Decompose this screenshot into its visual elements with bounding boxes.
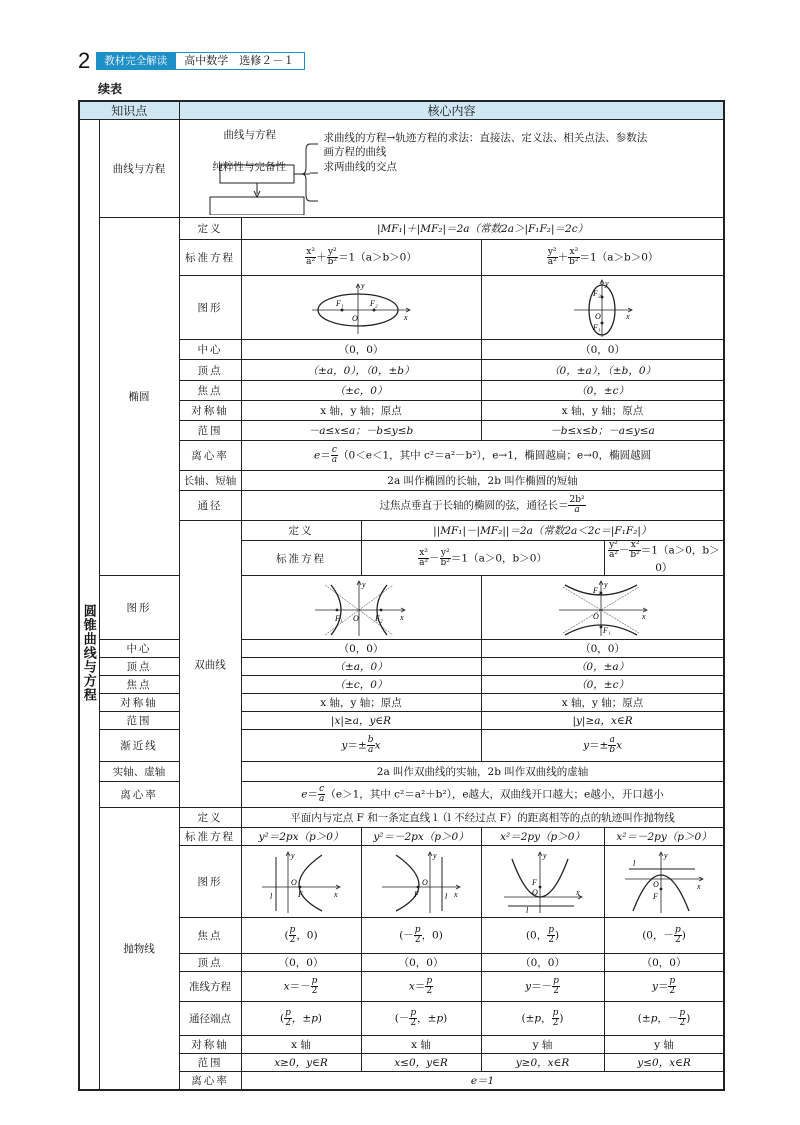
subject-title: 高中数学 选修２－１ xyxy=(175,52,305,70)
parabola-latus-3: (±p， $\frac{p}{2}$ ) xyxy=(481,1002,604,1036)
svg-text:F₂: F₂ xyxy=(370,298,378,308)
parabola-axis-2: x 轴 xyxy=(361,1036,481,1054)
hyperbola-focus-a: （±c，0） xyxy=(241,676,481,694)
row-label: 顶点 xyxy=(179,954,241,972)
ellipse-vertex-a: （±a，0），（0，±b） xyxy=(241,360,481,381)
parabola-vertex-1: （0，0） xyxy=(241,954,361,972)
row-label: 中心 xyxy=(179,340,241,360)
ellipse-center-b: （0，0） xyxy=(481,340,724,360)
page-number: 2 xyxy=(78,48,91,73)
page-header xyxy=(78,48,305,73)
row-label: 焦点 xyxy=(179,381,241,401)
row-label: 对称轴 xyxy=(179,401,241,421)
row-label: 准线方程 xyxy=(179,972,241,1002)
svg-text:O: O xyxy=(594,311,601,321)
parabola-axis-1: x 轴 xyxy=(241,1036,361,1054)
hyperbola-eccentricity: e＝ $\frac{c}{a}$ （e＞1，其中 c²＝a²＋b²），e越大，双曲线开口越大；e越小，开口越小 xyxy=(241,782,724,808)
svg-text:F₁: F₁ xyxy=(592,322,601,332)
svg-text:F₂: F₂ xyxy=(592,585,601,595)
row-label: 标准方程 xyxy=(179,828,241,846)
parabola-vertex-4: （0，0） xyxy=(604,954,724,972)
parabola-latus-4: (±p，－ $\frac{p}{2}$ ) xyxy=(604,1002,724,1036)
svg-text:O: O xyxy=(653,879,659,889)
parabola-left-graph xyxy=(378,849,464,915)
parabola-range-3: y≥0，x∈R xyxy=(481,1054,604,1072)
svg-text:F₁: F₁ xyxy=(336,298,344,308)
parabola-latus-2: (－ $\frac{p}{2}$ ，±p) xyxy=(361,1002,481,1036)
ellipse-vertical-graph xyxy=(568,278,638,338)
parabola-focus-2: (－ $\frac{p}{2}$ ，0) xyxy=(361,918,481,954)
svg-text:O: O xyxy=(592,611,599,621)
parabola-vertex-2: （0，0） xyxy=(361,954,481,972)
svg-text:F₂: F₂ xyxy=(592,288,601,298)
row-label: 图形 xyxy=(99,576,179,640)
parabola-axis-4: y 轴 xyxy=(604,1036,724,1054)
hyperbola-center-b: （0，0） xyxy=(481,640,724,658)
svg-text:x: x xyxy=(641,611,646,621)
parabola-eccentricity: e＝1 xyxy=(241,1072,724,1090)
row-label: 标准方程 xyxy=(179,240,241,276)
row-label: 焦点 xyxy=(99,676,179,694)
svg-text:x: x xyxy=(454,889,458,899)
row-label: 通径端点 xyxy=(179,1002,241,1036)
svg-text:y: y xyxy=(433,850,437,860)
hyperbola-definition: ||MF₁|－|MF₂||＝2a（常数2a＜2c＝|F₁F₂|） xyxy=(361,521,724,541)
parabola-focus-4: (0，－ $\frac{p}{2}$ ) xyxy=(604,918,724,954)
ellipse-definition: |MF₁|＋|MF₂|＝2a（常数2a＞|F₁F₂|＝2c） xyxy=(241,218,724,240)
parabola-figure-down xyxy=(604,846,724,918)
parabola-directrix-2: x＝ $\frac{p}{2}$ xyxy=(361,972,481,1002)
ellipse-std-a: $\frac{\text{x²}}{\text{a²}}$ ＋ $\frac{\text{y²}}{\text{b²}}$ ＝1（a＞b＞0） xyxy=(241,240,481,276)
header-knowledge: 知识点 xyxy=(79,101,179,120)
parabola-latus-1: ( $\frac{p}{2}$ ，±p) xyxy=(241,1002,361,1036)
parabola-focus-1: ( $\frac{p}{2}$ ，0) xyxy=(241,918,361,954)
row-label: 范围 xyxy=(99,712,179,730)
svg-text:x: x xyxy=(697,881,701,891)
ellipse-figure-horizontal xyxy=(241,276,481,340)
parabola-range-2: x≤0，y∈R xyxy=(361,1054,481,1072)
hyperbola-axes: 2a 叫作双曲线的实轴，2b 叫作双曲线的虚轴 xyxy=(241,762,724,782)
box-curve-equation: 曲线与方程 xyxy=(223,128,277,141)
row-label: 长轴、短轴 xyxy=(179,471,241,491)
parabola-std-3: x²＝2py（p＞0） xyxy=(481,828,604,846)
ellipse-eccentricity: e＝ $\frac{c}{a}$ （0＜e＜1，其中 c²＝a²－b²），e→1，椭圆越扁；e→0，椭圆越圆 xyxy=(241,441,724,471)
row-label: 通径 xyxy=(179,491,241,521)
hyperbola-asymptote-a: y＝± $\frac{b}{a}$ x xyxy=(241,730,481,762)
svg-text:F: F xyxy=(531,877,537,887)
parabola-figure-left xyxy=(361,846,481,918)
hyperbola-axis-a: x 轴，y 轴；原点 xyxy=(241,694,481,712)
row-label: 实轴、虚轴 xyxy=(99,762,179,782)
ellipse-axis-b: x 轴，y 轴；原点 xyxy=(481,401,724,421)
svg-text:l: l xyxy=(525,905,528,915)
ellipse-center-a: （0，0） xyxy=(241,340,481,360)
hyperbola-focus-b: （0，±c） xyxy=(481,676,724,694)
row-label: 渐近线 xyxy=(99,730,179,762)
hyperbola-std-a: $\frac{\text{x²}}{\text{a²}}$ － $\frac{\text{y²}}{\text{b²}}$ ＝1（a＞0，b＞0） xyxy=(361,541,604,576)
svg-text:F: F xyxy=(298,889,303,899)
hyperbola-range-a: |x|≥a，y∈R xyxy=(241,712,481,730)
hyperbola-axis-b: x 轴，y 轴；原点 xyxy=(481,694,724,712)
row-label: 定义 xyxy=(179,218,241,240)
ellipse-latus: 过焦点垂直于长轴的椭圆的弦，通径长＝ $\frac{\text{2b²}}{a}$ xyxy=(241,491,724,521)
parabola-focus-3: (0， $\frac{p}{2}$ ) xyxy=(481,918,604,954)
svg-text:x: x xyxy=(575,887,580,897)
row-label: 顶点 xyxy=(99,658,179,676)
parabola-std-4: x²＝－2py（p＞0） xyxy=(604,828,724,846)
header-content: 核心内容 xyxy=(179,101,724,120)
svg-text:O: O xyxy=(422,877,428,887)
topic-ellipse: 椭圆 xyxy=(99,218,179,576)
hyperbola-range-b: |y|≥a，x∈R xyxy=(481,712,724,730)
table-header-row xyxy=(79,101,724,120)
parabola-right-graph xyxy=(258,849,344,915)
row-label: 定义 xyxy=(179,808,241,828)
topic-curve-equation: 曲线与方程 xyxy=(99,120,179,218)
parabola-vertex-3: （0，0） xyxy=(481,954,604,972)
svg-text:O: O xyxy=(352,313,358,323)
svg-text:y: y xyxy=(604,278,609,288)
parabola-down-graph xyxy=(621,849,707,915)
svg-text:l: l xyxy=(633,858,636,868)
row-label: 中心 xyxy=(99,640,179,658)
svg-text:x: x xyxy=(625,311,630,321)
ellipse-focus-b: （0，±c） xyxy=(481,381,724,401)
hyperbola-std-b: $\frac{\text{y²}}{\text{a²}}$ － $\frac{\text{x²}}{\text{b²}}$ ＝1（a＞0，b＞0） xyxy=(604,541,724,576)
ellipse-axes: 2a 叫作椭圆的长轴，2b 叫作椭圆的短轴 xyxy=(241,471,724,491)
row-label: 离心率 xyxy=(99,782,179,808)
parabola-directrix-1: x＝－ $\frac{p}{2}$ xyxy=(241,972,361,1002)
svg-text:y: y xyxy=(542,850,547,860)
topic-parabola: 抛物线 xyxy=(99,808,179,1090)
hyperbola-figure-vertical xyxy=(481,576,724,640)
ellipse-vertex-b: （0，±a），（±b，0） xyxy=(481,360,724,381)
book-title: 教材完全解读 xyxy=(96,52,175,70)
parabola-directrix-3: y＝－ $\frac{p}{2}$ xyxy=(481,972,604,1002)
hyperbola-asymptote-b: y＝± $\frac{a}{b}$ x xyxy=(481,730,724,762)
parabola-std-2: y²＝－2px（p＞0） xyxy=(361,828,481,846)
row-label: 离心率 xyxy=(179,1072,241,1090)
svg-text:y: y xyxy=(361,280,365,290)
hyperbola-vertex-b: （0，±a） xyxy=(481,658,724,676)
svg-text:y: y xyxy=(603,579,608,589)
ellipse-std-b: $\frac{\text{y²}}{\text{a²}}$ ＋ $\frac{\text{x²}}{\text{b²}}$ ＝1（a＞b＞0） xyxy=(481,240,724,276)
ellipse-range-b: －b≤x≤b；－a≤y≤a xyxy=(481,421,724,441)
curve-equation-items xyxy=(324,131,648,175)
row-label: 离心率 xyxy=(179,441,241,471)
parabola-definition: 平面内与定点 F 和一条定直线 l（l 不经过点 F）的距离相等的点的轨迹叫作抛物线 xyxy=(241,808,724,828)
topic-hyperbola: 双曲线 xyxy=(179,521,241,808)
parabola-axis-3: y 轴 xyxy=(481,1036,604,1054)
row-label: 对称轴 xyxy=(99,694,179,712)
parabola-directrix-4: y＝ $\frac{p}{2}$ xyxy=(604,972,724,1002)
svg-text:O: O xyxy=(291,877,297,887)
row-label: 图形 xyxy=(179,276,241,340)
continued-label: 续表 xyxy=(98,82,123,96)
svg-text:F₁: F₁ xyxy=(602,625,611,635)
row-label: 顶点 xyxy=(179,360,241,381)
row-label: 范围 xyxy=(179,1054,241,1072)
parabola-figure-right xyxy=(241,846,361,918)
svg-text:F₂: F₂ xyxy=(375,613,383,623)
svg-text:F₁: F₁ xyxy=(335,613,343,623)
ellipse-range-a: －a≤x≤a；－b≤y≤b xyxy=(241,421,481,441)
row-label: 图形 xyxy=(179,846,241,918)
svg-text:x: x xyxy=(334,889,338,899)
box-purity-completeness: 纯粹性与完备性 xyxy=(212,160,287,173)
svg-text:y: y xyxy=(291,850,295,860)
curve-item-2: 画方程的曲线 xyxy=(323,146,387,158)
hyperbola-vertex-a: （±a，0） xyxy=(241,658,481,676)
svg-text:O: O xyxy=(353,613,359,623)
svg-text:F: F xyxy=(653,891,658,901)
parabola-range-1: x≥0，y∈R xyxy=(241,1054,361,1072)
svg-text:O: O xyxy=(531,887,538,897)
hyperbola-horizontal-graph xyxy=(311,579,411,637)
curve-item-3: 求两曲线的交点 xyxy=(323,160,398,173)
svg-text:y: y xyxy=(664,850,668,860)
ellipse-axis-a: x 轴，y 轴；原点 xyxy=(241,401,481,421)
curve-item-1: 求曲线的方程→轨迹方程的求法：直接法、定义法、相关点法、参数法 xyxy=(323,131,648,144)
row-label: 标准方程 xyxy=(241,541,361,576)
hyperbola-vertical-graph xyxy=(553,579,653,637)
parabola-figure-up xyxy=(481,846,604,918)
table-row xyxy=(79,120,724,218)
svg-text:l: l xyxy=(445,891,448,901)
parabola-range-4: y≤0，x∈R xyxy=(604,1054,724,1072)
ellipse-focus-a: （±c，0） xyxy=(241,381,481,401)
ellipse-figure-vertical xyxy=(481,276,724,340)
hyperbola-figure-horizontal xyxy=(241,576,481,640)
ellipse-horizontal-graph xyxy=(306,280,416,336)
conic-table xyxy=(78,100,725,1091)
row-label: 定义 xyxy=(241,521,361,541)
svg-text:x: x xyxy=(400,612,404,622)
svg-text:F: F xyxy=(414,889,419,899)
svg-text:x: x xyxy=(404,312,408,322)
svg-text:l: l xyxy=(270,891,273,901)
section-conic: 圆锥曲线与方程 xyxy=(79,218,99,1090)
parabola-std-1: y²＝2px（p＞0） xyxy=(241,828,361,846)
row-label: 对称轴 xyxy=(179,1036,241,1054)
hyperbola-center-a: （0，0） xyxy=(241,640,481,658)
svg-text:y: y xyxy=(362,579,366,589)
curve-equation-diagram xyxy=(179,120,724,218)
parabola-up-graph xyxy=(500,849,586,915)
row-label: 范围 xyxy=(179,421,241,441)
row-label: 焦点 xyxy=(179,918,241,954)
